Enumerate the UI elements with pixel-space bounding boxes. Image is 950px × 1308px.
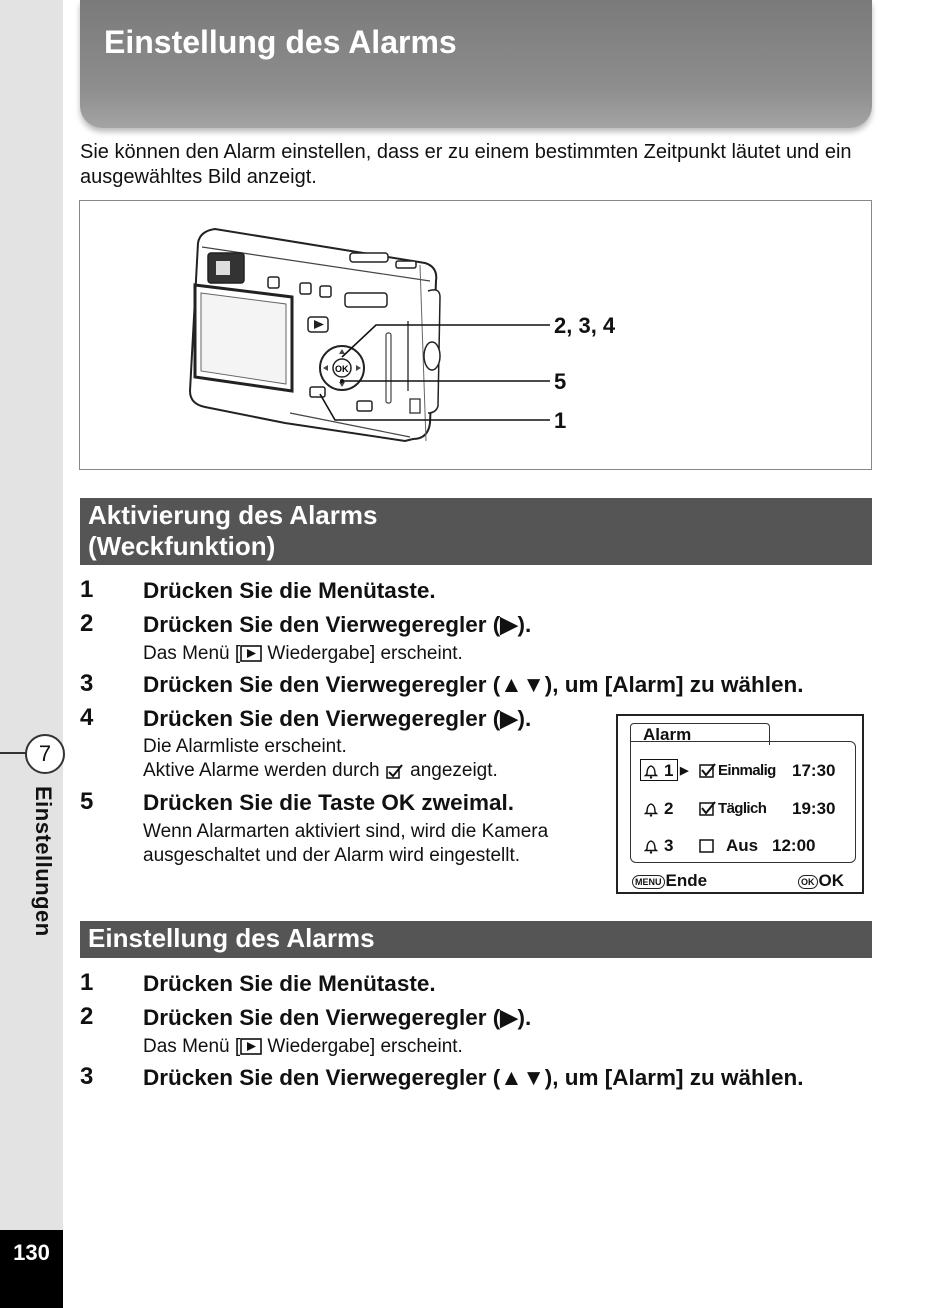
subtext-part: Aktive Alarme werden durch — [143, 760, 385, 781]
checkbox-checked-icon — [385, 762, 405, 780]
camera-figure — [79, 200, 872, 470]
step-subtext — [143, 642, 463, 666]
step-text: Drücken Sie den Vierwegeregler (▶). — [143, 1005, 532, 1030]
alarm-mode: Einmalig — [718, 762, 776, 779]
step-number: 1 — [80, 969, 94, 996]
section-header-setting: Einstellung des Alarms — [80, 921, 872, 958]
bell-icon — [644, 763, 658, 779]
checkbox-empty-icon — [699, 837, 717, 854]
alarm-mode: Aus — [726, 836, 759, 855]
step-text: Drücken Sie den Vierwegeregler (▶). — [143, 612, 532, 637]
ok-hint — [798, 871, 844, 891]
step-number: 5 — [80, 788, 94, 815]
step-subtext: Die Alarmliste erscheint. — [143, 736, 347, 757]
bell-icon — [644, 801, 658, 817]
ok-label: OK — [818, 871, 844, 890]
step-subtext — [143, 1035, 463, 1059]
subtext-part: Das Menü [ — [143, 643, 241, 664]
chapter-line — [0, 752, 27, 754]
subtext-part: angezeigt. — [404, 760, 498, 781]
title-banner — [80, 0, 872, 128]
subtext-part: Wiedergabe] erscheint. — [262, 1036, 463, 1057]
callout-2-3-4: 2, 3, 4 — [554, 313, 616, 338]
alarm-time: 12:00 — [772, 836, 816, 855]
alarm-time: 17:30 — [792, 761, 836, 780]
intro-text: Sie können den Alarm einstellen, dass er zu einem bestimmten Zeitpunkt läutet und ein ausgewähltes Bild anzeigt. — [80, 141, 852, 188]
step-subtext: Wenn Alarmarten aktiviert sind, wird die Kamera — [143, 821, 549, 842]
alarm-list-screen — [616, 714, 864, 894]
step-text: Drücken Sie die Taste OK zweimal. — [143, 790, 514, 815]
section-header-text: Aktivierung des Alarms (Weckfunktion) — [88, 500, 378, 561]
callout-5: 5 — [554, 369, 567, 394]
step-subtext: ausgeschaltet und der Alarm wird eingestellt. — [143, 845, 521, 866]
step-number: 4 — [80, 704, 94, 731]
side-strip — [0, 0, 63, 1308]
step-text: Drücken Sie die Menütaste. — [143, 578, 436, 603]
menu-end-hint — [632, 871, 707, 891]
checkbox-checked-icon — [699, 762, 717, 779]
alarm-tab: Alarm — [630, 723, 770, 745]
step-number: 3 — [80, 1063, 94, 1090]
callout-1: 1 — [554, 408, 567, 433]
page-title: Einstellung des Alarms — [104, 24, 457, 60]
alarm-index: 1 — [664, 761, 674, 780]
step-number: 1 — [80, 576, 94, 603]
page-number: 130 — [13, 1240, 50, 1265]
playback-icon — [240, 645, 262, 662]
chapter-label: Einstellungen — [31, 786, 56, 937]
step-number: 2 — [80, 1003, 94, 1030]
menu-end-label: Ende — [665, 871, 708, 890]
alarm-index: 3 — [664, 836, 674, 855]
alarm-index: 2 — [664, 799, 674, 818]
subtext-part: Wiedergabe] erscheint. — [262, 643, 463, 664]
chapter-number: 7 — [25, 734, 65, 774]
step-number: 2 — [80, 610, 94, 637]
svg-text:OK: OK — [335, 364, 349, 374]
alarm-row-3 — [640, 833, 850, 859]
ok-key-icon: OK — [798, 875, 818, 889]
checkbox-checked-icon — [699, 800, 717, 817]
subtext-part: Das Menü [ — [143, 1036, 241, 1057]
step-subtext — [143, 759, 498, 783]
step-text: Drücken Sie den Vierwegeregler (▲▼), um [Alarm] zu wählen. — [143, 672, 804, 697]
alarm-mode: Täglich — [718, 800, 767, 817]
camera-illustration — [80, 201, 871, 469]
alarm-row-2 — [640, 796, 850, 822]
step-text: Drücken Sie die Menütaste. — [143, 971, 436, 996]
playback-icon — [240, 1038, 262, 1055]
alarm-row-1 — [640, 758, 850, 784]
menu-key-icon: MENU — [632, 875, 665, 889]
right-arrow-icon: ▶ — [680, 765, 689, 777]
step-number: 3 — [80, 670, 94, 697]
step-text: Drücken Sie den Vierwegeregler (▲▼), um [Alarm] zu wählen. — [143, 1065, 804, 1090]
step-text: Drücken Sie den Vierwegeregler (▶). — [143, 706, 532, 731]
alarm-time: 19:30 — [792, 799, 836, 818]
section-header-activation — [80, 498, 872, 565]
bell-icon — [644, 838, 658, 854]
